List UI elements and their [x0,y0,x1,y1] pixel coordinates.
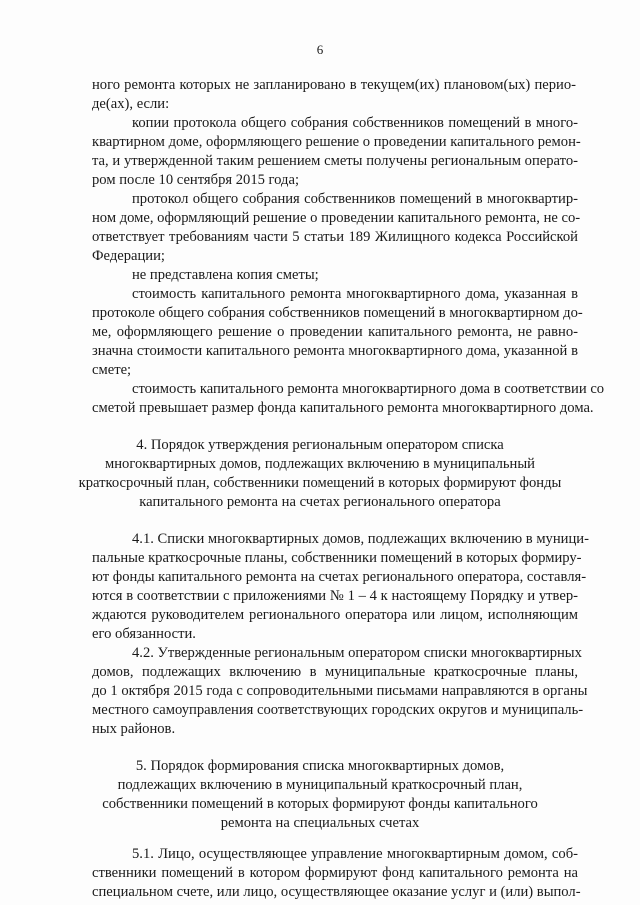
text-line: де(ах), если: [92,96,170,112]
section-heading: 4. Порядок утверждения региональным оператором списка [136,437,504,453]
text-line: ном доме, оформляющий решение о проведении капитального ремонта, не со- [92,210,581,226]
text-line: ответствует требованиям части 5 статьи 189 Жилищного кодекса Российской [92,229,578,245]
section-heading: капитального ремонта на счетах регионального оператора [139,494,501,510]
text-line: ются в соответствии с приложениями № 1 – 4 к настоящему Порядку и утвер- [92,588,578,604]
text-line: стоимость капитального ремонта многоквартирного дома в соответствии со [132,381,605,397]
text-line: ственники помещений в котором формируют фонд капитального ремонта на [92,865,578,881]
text-line: специальном счете, или лицо, осуществляющее оказание услуг и (или) выпол- [92,884,581,900]
text-line: та, и утвержденной таким решением сметы получены региональным операто- [92,153,578,169]
page-number: 6 [316,42,324,57]
text-line: ного ремонта которых не запланировано в текущем(их) плановом(ых) перио- [92,77,576,93]
section-heading: краткосрочный план, собственники помещений в которых формируют фонды [78,475,562,491]
text-line: его обязанности. [92,626,196,642]
text-line: 5.1. Лицо, осуществляющее управление многоквартирным домом, соб- [132,846,578,862]
text-line: 4.1. Списки многоквартирных домов, подлежащих включению в муници- [132,531,589,547]
section-heading: подлежащих включению в муниципальный краткосрочный план, [117,777,523,793]
text-line: ме, оформляющего решение о проведении капитального ремонта, не равно- [92,324,578,340]
text-line: ром после 10 сентября 2015 года; [92,172,300,188]
section-heading: собственники помещений в которых формируют фонды капитального [102,796,538,812]
section-heading: многоквартирных домов, подлежащих включению в муниципальный [105,456,535,472]
text-line: домов, подлежащих включению в муниципальные краткосрочные планы, [92,664,578,680]
text-line: ных районов. [92,721,176,737]
text-line: значна стоимости капитального ремонта многоквартирного дома, указанной в [92,343,578,359]
text-line: ждаются руководителем регионального оператора или лицом, исполняющим [92,607,578,623]
section-heading: ремонта на специальных счетах [220,815,420,831]
text-line: не представлена копия сметы; [132,267,319,283]
text-line: квартирном доме, оформляющего решение о проведении капитального ремон- [92,134,581,150]
text-line: копии протокола общего собрания собственников помещений в много- [132,115,578,131]
text-line: смете; [92,362,132,378]
text-line: Федерации; [92,248,165,264]
text-line: пальные краткосрочные планы, собственники помещений в которых формиру- [92,550,582,566]
text-line: протоколе общего собрания собственников помещений в многоквартирном до- [92,305,583,321]
text-line: местного самоуправления соответствующих городских округов и муниципаль- [92,702,584,718]
text-line: до 1 октября 2015 года с сопроводительными письмами направляются в органы [92,683,588,699]
text-line: стоимость капитального ремонта многоквартирного дома, указанная в [132,286,578,302]
text-line: протокол общего собрания собственников помещений в многоквартир- [132,191,578,207]
section-heading: 5. Порядок формирования списка многоквартирных домов, [135,758,505,774]
text-line: 4.2. Утвержденные региональным оператором списки многоквартирных [132,645,582,661]
text-line: ют фонды капитального ремонта на счетах регионального оператора, составля- [92,569,587,585]
text-line: сметой превышает размер фонда капитального ремонта многоквартирного дома. [92,400,594,416]
